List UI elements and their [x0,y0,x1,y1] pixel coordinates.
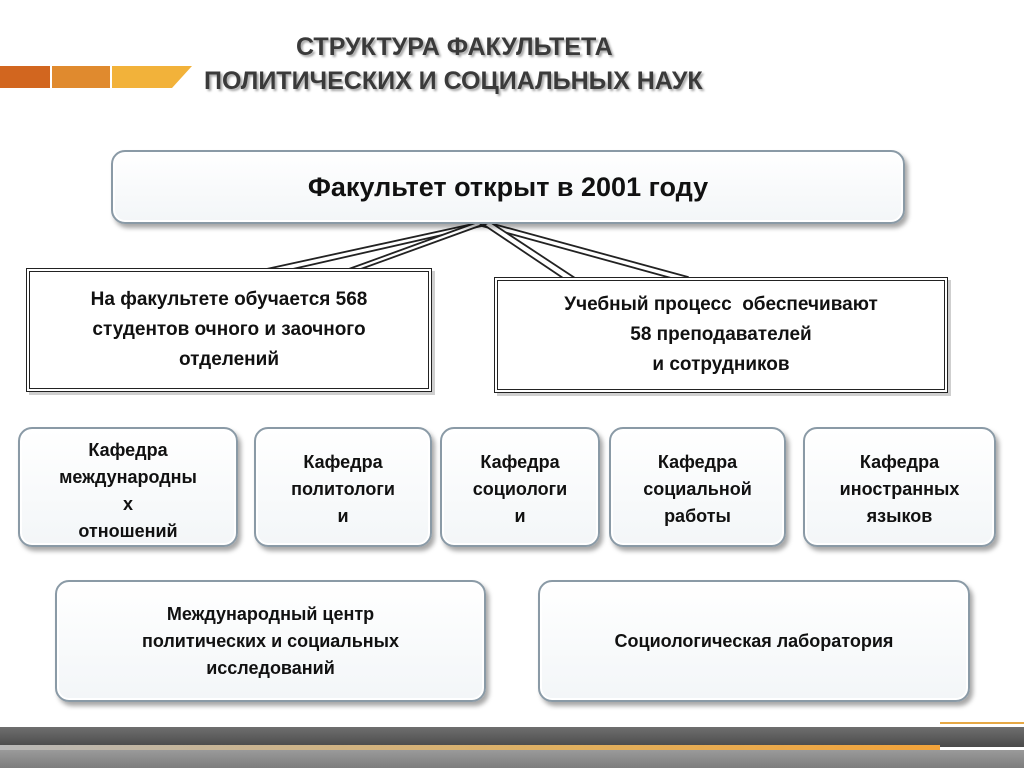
department-line: Кафедра [480,452,560,472]
department-line: работы [664,506,731,526]
department-line: социальной [643,479,752,499]
footer-bar-bottom [0,750,1024,768]
staff-line-2: 58 преподавателей [630,324,812,345]
department-line: международны [59,467,197,487]
department-line: политологи [291,479,395,499]
connector-right-2 [484,222,578,280]
department-international-relations [18,427,238,547]
department-line: иностранных [839,479,960,499]
department-sociology [440,427,600,547]
footer-bar-top [0,727,1024,747]
department-foreign-languages [803,427,996,547]
page-title-line-2: ПОЛИТИЧЕСКИХ И СОЦИАЛЬНЫХ НАУК [204,67,703,95]
department-line: Кафедра [303,452,383,472]
department-line: х [122,494,133,514]
students-line-3: отделений [178,349,280,370]
footer-accent-line [940,722,1024,724]
center-line: исследований [206,657,335,678]
staff-line-1: Учебный процесс обеспечивают [564,294,878,315]
faculty-opened-text: Факультет открыт в 2001 году [307,171,709,202]
faculty-opened-box [111,150,905,224]
sociological-laboratory [538,580,970,702]
students-line-2: студентов очного и заочного [92,319,366,340]
center-line: политических и социальных [141,630,400,651]
center-line: Социологическая лаборатория [614,630,894,651]
department-social-work [609,427,786,547]
department-line: и [514,506,526,526]
international-research-center [55,580,486,702]
center-line: Международный центр [166,603,375,624]
department-line: Кафедра [859,452,940,472]
students-line-1: На факультете обучается 568 [90,289,368,310]
department-line: Кафедра [88,440,168,460]
department-line: языков [866,506,933,526]
department-line: отношений [78,521,178,541]
department-line: и [337,506,349,526]
department-line: социологи [472,479,568,499]
staff-line-3: и сотрудников [652,354,790,375]
page-title-line-1: СТРУКТУРА ФАКУЛЬТЕТА [296,33,613,61]
staff-box [494,277,948,393]
department-line: Кафедра [657,452,738,472]
department-political-science [254,427,432,547]
connector-right [482,222,688,281]
students-box [26,268,432,392]
connector-left-2 [346,222,482,270]
